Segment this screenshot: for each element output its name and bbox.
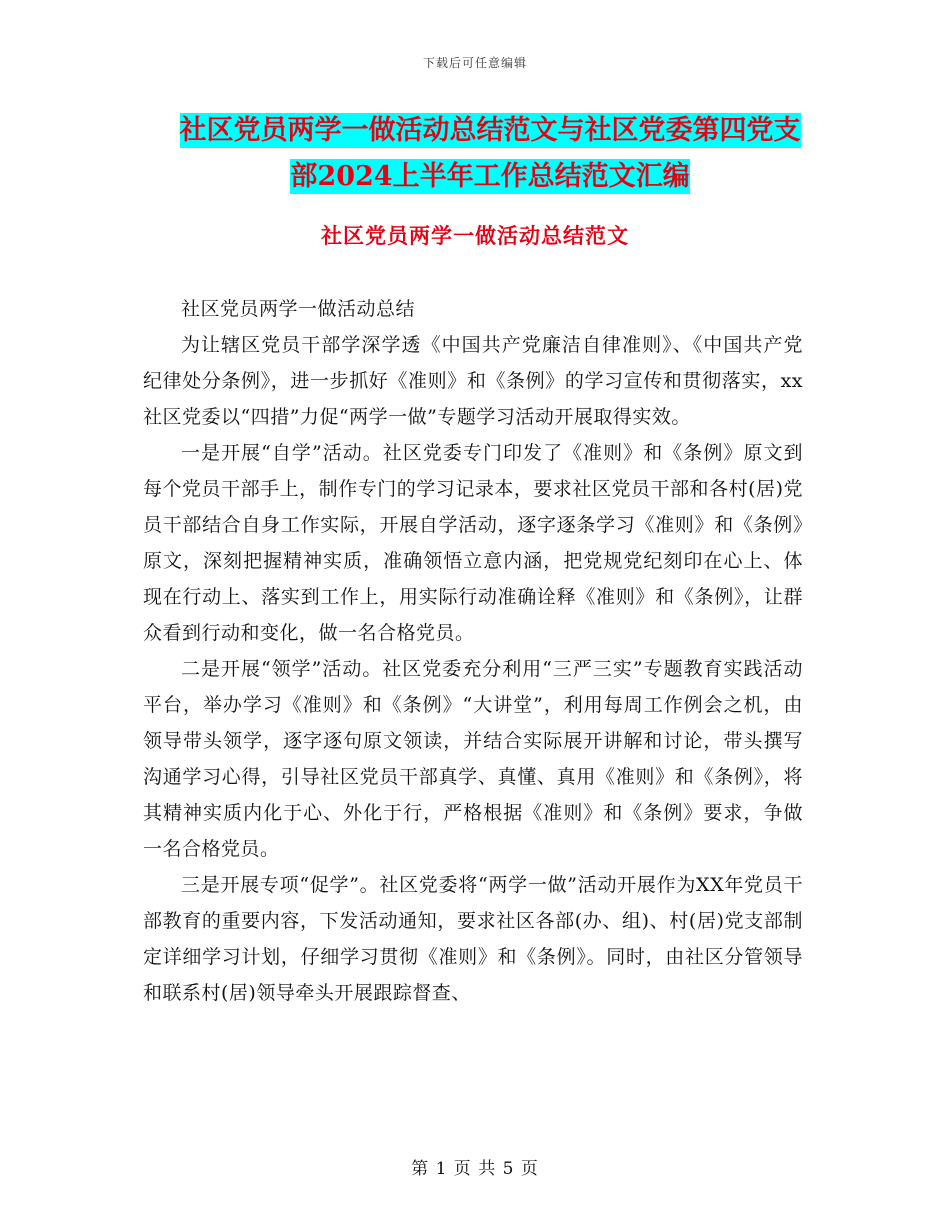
header-note: 下载后可任意编辑 [422,56,527,70]
paragraph: 为让辖区党员干部学深学透《中国共产党廉洁自律准则》、《中国共产党纪律处分条例》，进一步抓好《准则》和《条例》的学习宣传和贯彻落实，xx社区党委以“四措”力促“两学一做”专题学习活动开展取得实效。 [143,334,803,428]
document-title-line-2: 部2024上半年工作总结范文汇编 [290,161,690,192]
page-footer: 第 1 页 共 5 页 [411,1159,539,1179]
document-title [160,108,820,200]
paragraph: 二是开展“领学”活动。社区党委充分利用“三严三实”专题教育实践活动平台，举办学习《准则》和《条例》“大讲堂”，利用每周工作例会之机，由领导带头领学，逐字逐句原文领读，并结合实际展开讲解和讨论，带头撰写沟通学习心得，引导社区党员干部真学、真懂、真用《准则》和《条例》，将其精神实质内化于心、外化于行，严格根据《准则》和《条例》要求，争做一名合格党员。 [143,658,803,860]
paragraph: 三是开展专项“促学”。社区党委将“两学一做”活动开展作为XX年党员干部教育的重要内容，下发活动通知，要求社区各部(办、组)、村(居)党支部制定详细学习计划，仔细学习贯彻《准则》和《条例》。同时，由社区分管领导和联系村(居)领导牵头开展跟踪督查、 [143,874,803,1004]
section-title: 社区党员两学一做活动总结范文 [321,223,629,248]
paragraph: 社区党员两学一做活动总结 [181,298,416,320]
document-body [143,291,803,1011]
paragraph: 一是开展“自学”活动。社区党委专门印发了《准则》和《条例》原文到每个党员干部手上，制作专门的学习记录本，要求社区党员干部和各村(居)党员干部结合自身工作实际，开展自学活动，逐字逐条学习《准则》和《条例》原文，深刻把握精神实质，准确领悟立意内涵，把党规党纪刻印在心上、体现在行动上、落实到工作上，用实际行动准确诠释《准则》和《条例》，让群众看到行动和变化，做一名合格党员。 [143,442,803,644]
document-title-line-1: 社区党员两学一做活动总结范文与社区党委第四党支 [179,115,801,146]
